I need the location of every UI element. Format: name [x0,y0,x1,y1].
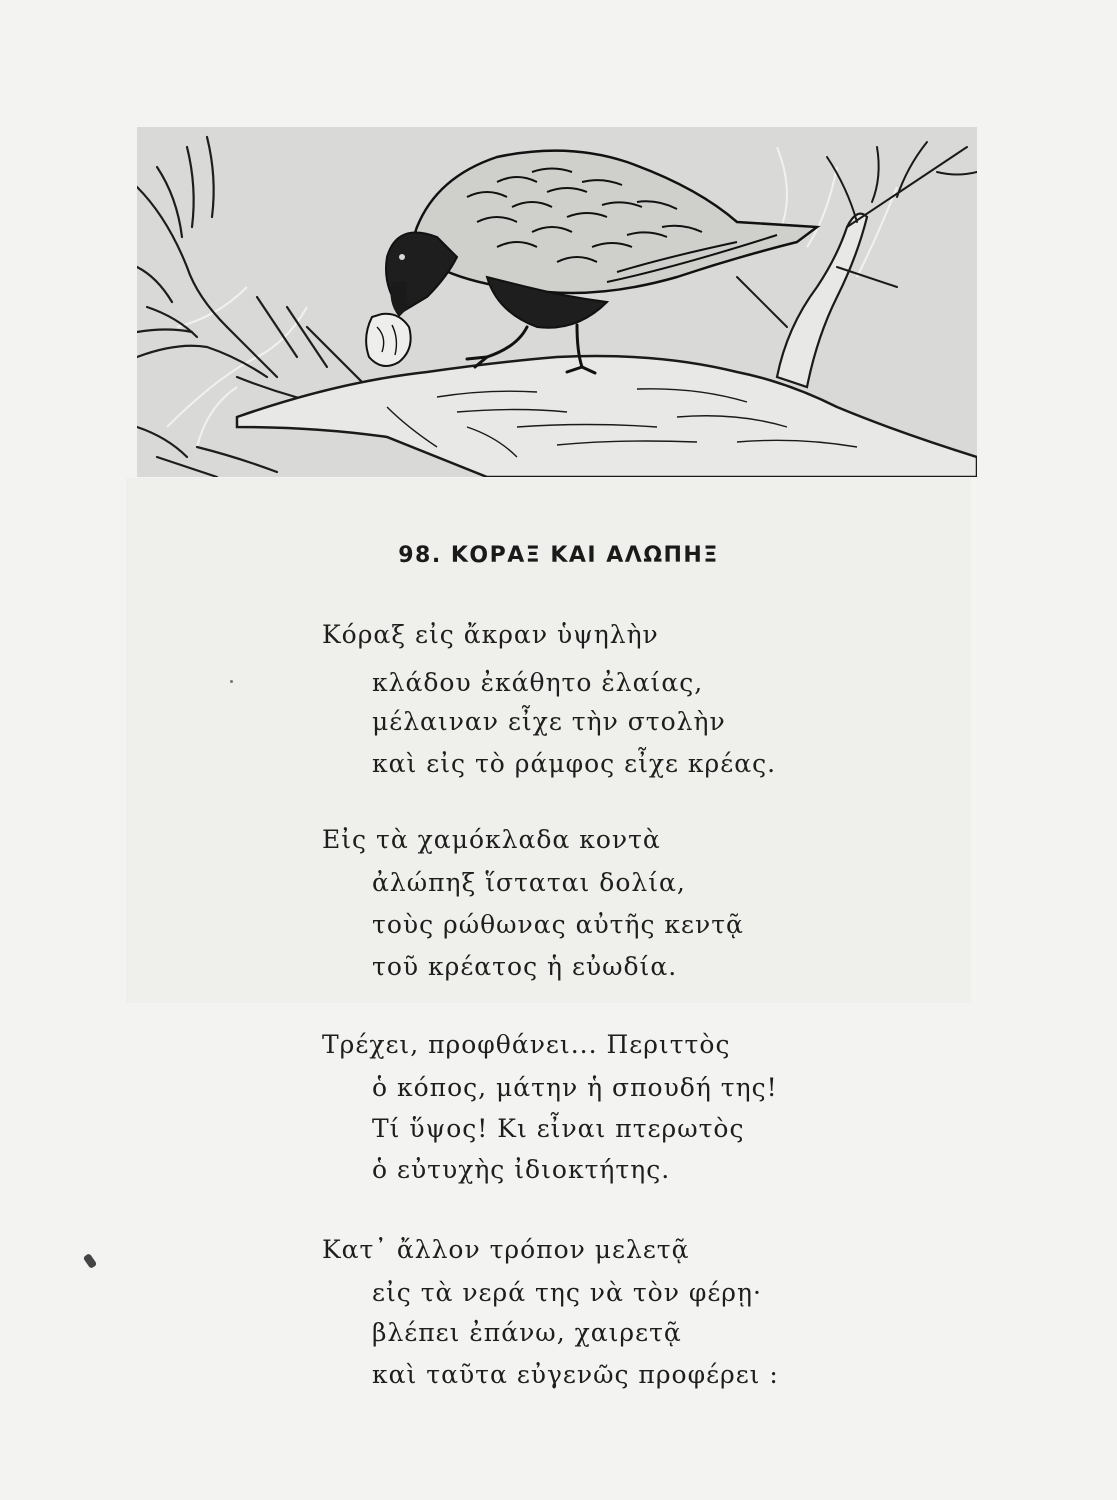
poem-line: καὶ εἰς τὸ ράμφος εἶχε κρέας. [372,749,777,778]
poem-line: ὁ εὐτυχὴς ἰδιοκτήτης. [372,1155,671,1184]
poem-line: τοὺς ρώθωνας αὐτῆς κεντᾷ [372,910,744,939]
poem-line: κλάδου ἐκάθητο ἐλαίας, [372,668,704,697]
poem-line: Εἰς τὰ χαμόκλαδα κοντὰ [322,825,661,854]
print-speck [230,680,233,683]
poem-line: Τρέχει, προφθάνει... Περιττὸς [322,1030,731,1059]
poem-line: τοῦ κρέατος ἡ εὐωδία. [372,952,678,981]
print-mark [83,1253,98,1269]
raven-illustration [137,127,977,477]
poem-title: 98. ΚΟΡΑΞ ΚΑΙ ΑΛΩΠΗΞ [398,543,719,568]
poem-line: Κατ᾽ ἄλλον τρόπον μελετᾷ [322,1235,690,1264]
poem-line: ὁ κόπος, μάτην ἡ σπουδή της! [372,1073,778,1102]
raven-drawing [137,127,977,477]
poem-line: Κόραξ εἰς ἄκραν ὑψηλὴν [322,620,659,649]
poem-line: Τί ὕψος! Κι εἶναι πτερωτὸς [372,1114,745,1143]
poem-line: ἀλώπηξ ἵσταται δολία, [372,868,686,897]
poem-line: εἰς τὰ νερά της νὰ τὸν φέρῃ· [372,1278,762,1307]
poem-line: καὶ ταῦτα εὐγενῶς προφέρει : [372,1360,779,1389]
poem-line: βλέπει ἐπάνω, χαιρετᾷ [372,1318,682,1347]
poem-line: μέλαιναν εἶχε τὴν στολὴν [372,707,726,736]
